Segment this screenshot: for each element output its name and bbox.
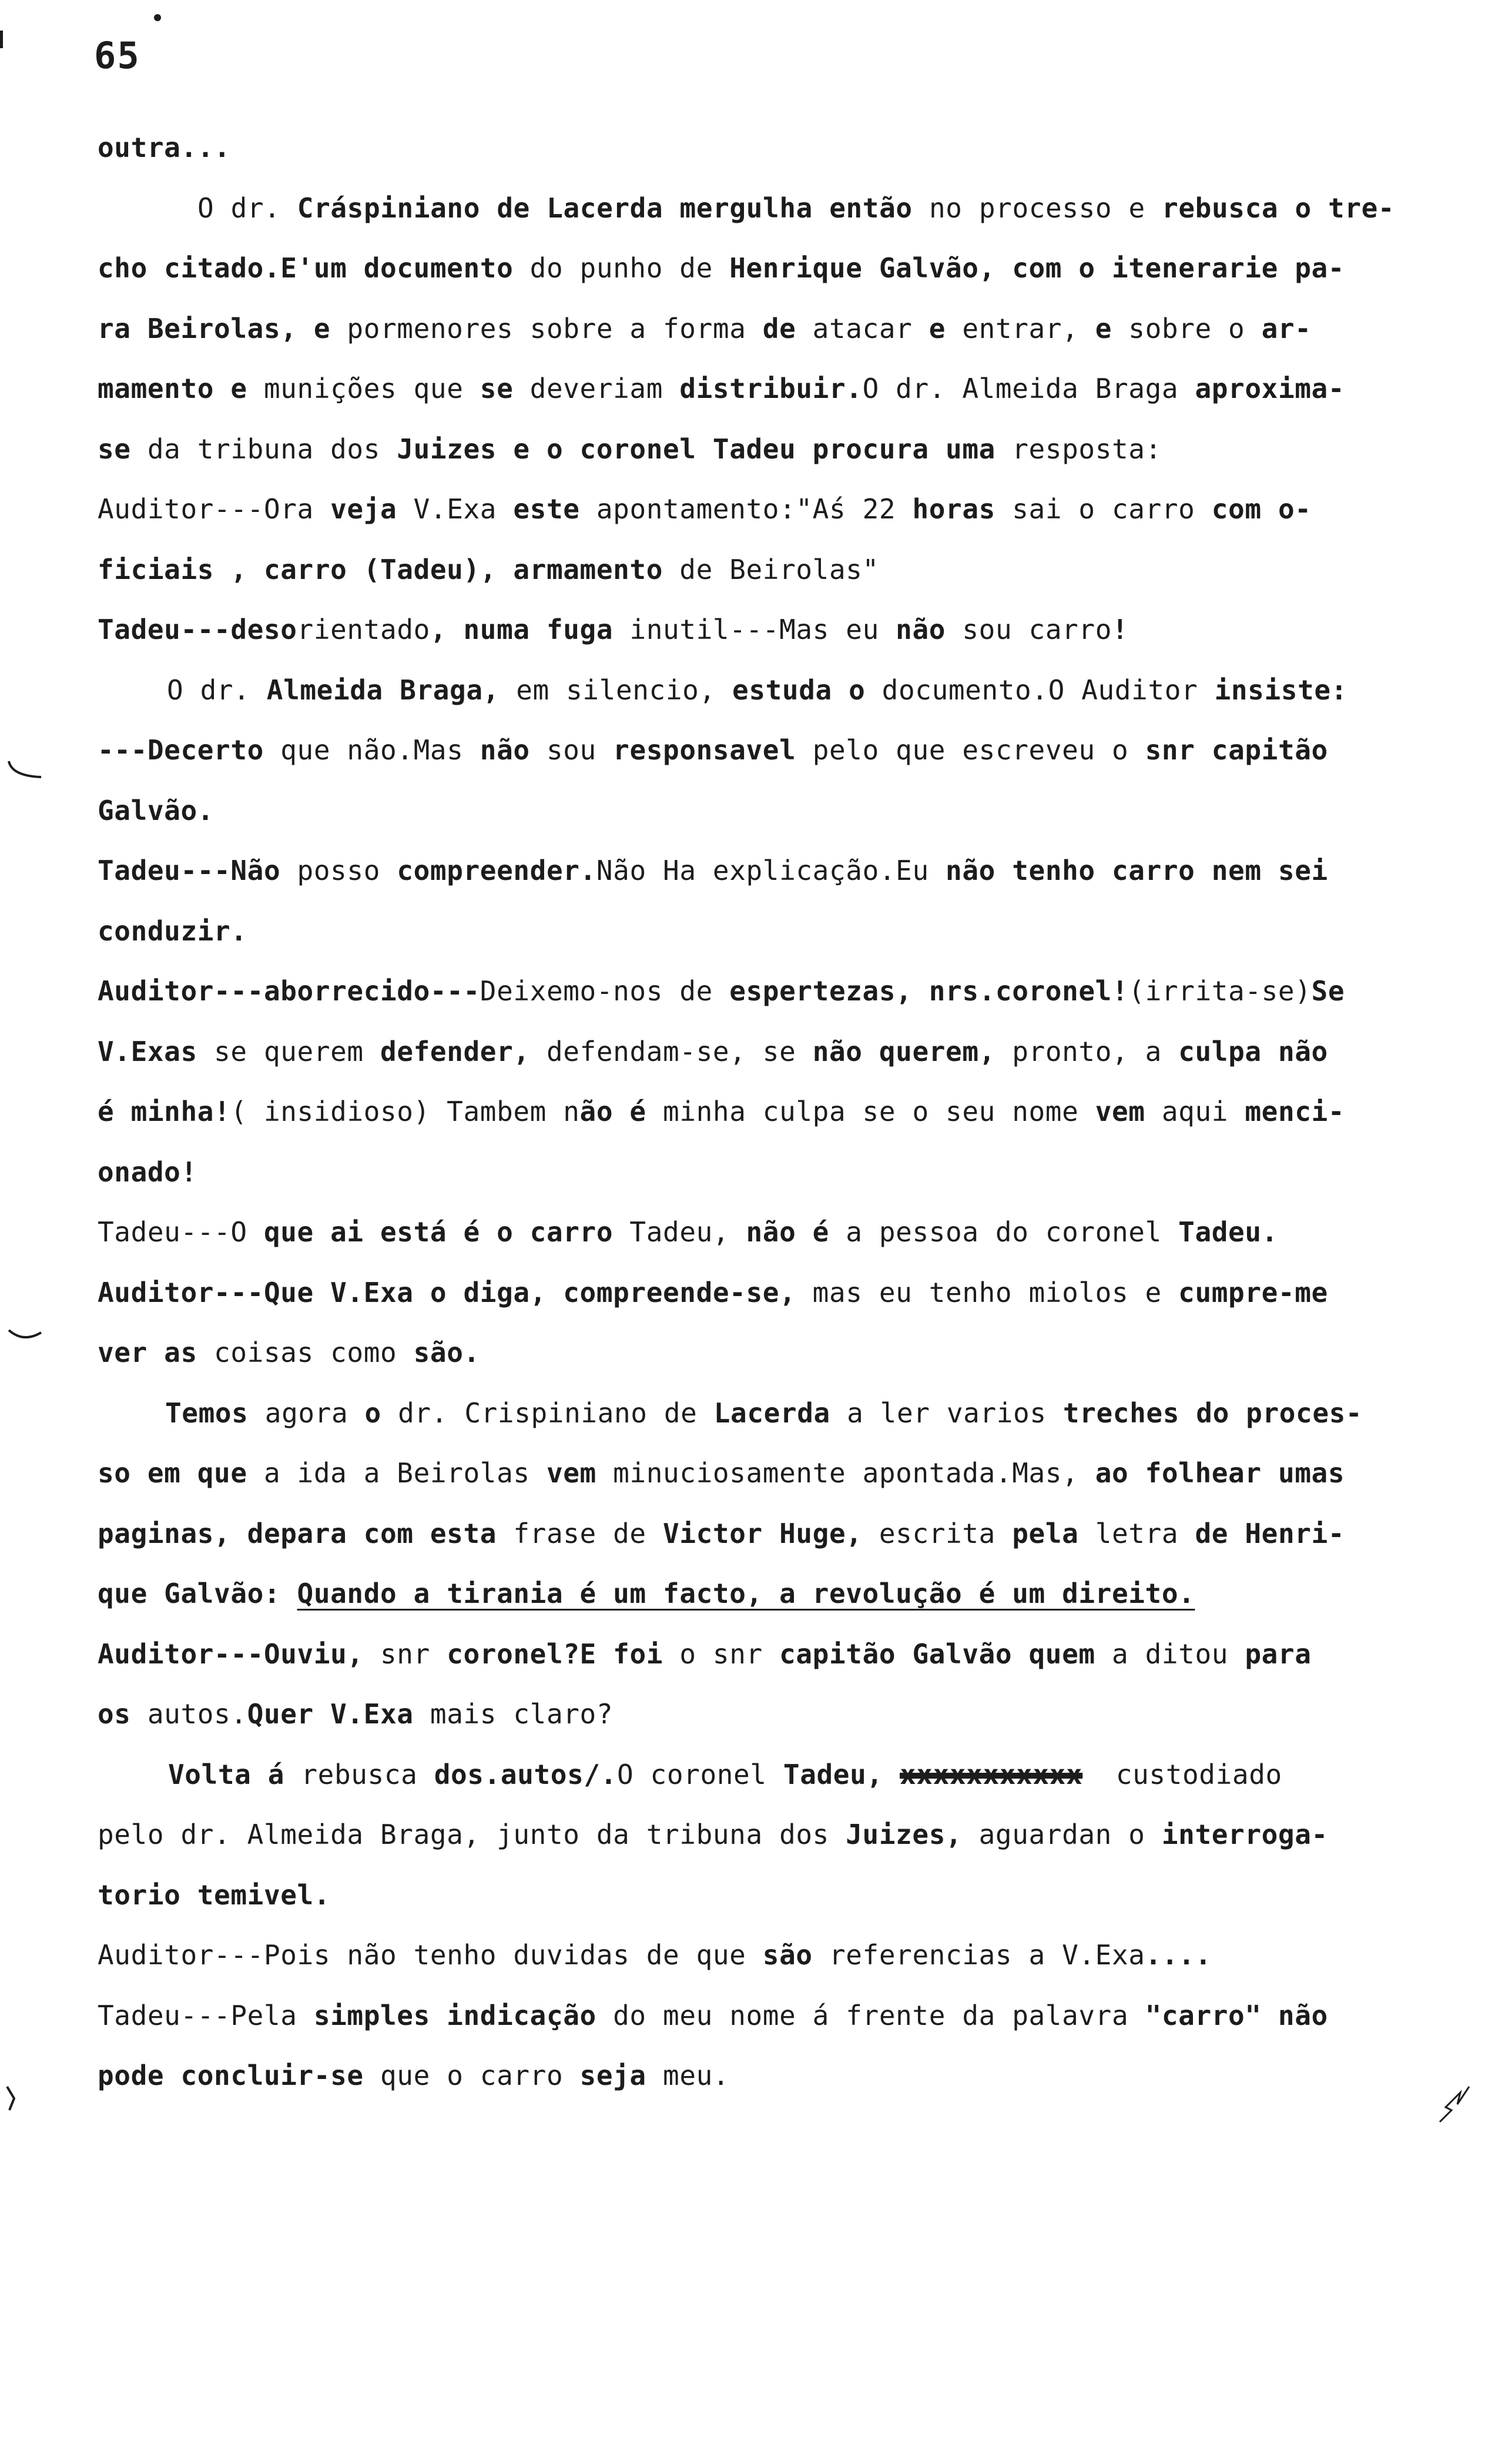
text-segment: onado! (98, 1156, 197, 1188)
text-line (98, 1986, 1437, 2046)
text-segment: Tadeu---O (98, 1216, 264, 1248)
text-line (98, 1504, 1437, 1564)
text-segment: não (896, 614, 946, 645)
text-segment: a ler varios (830, 1397, 1063, 1429)
text-line (98, 1805, 1437, 1865)
text-line (98, 1082, 1437, 1142)
text-line (98, 1022, 1437, 1082)
text-segment: pormenores sobre a forma (330, 312, 763, 344)
text-segment: se (480, 373, 514, 404)
text-segment: Tadeu---Não (98, 855, 281, 886)
text-segment: frase de (497, 1517, 663, 1549)
text-segment: V.Exas (98, 1035, 197, 1067)
text-segment: vem (1095, 1096, 1145, 1127)
text-segment: documento.O Auditor (865, 674, 1215, 706)
text-segment: snr capitão (1145, 734, 1328, 766)
text-segment: mais claro? (413, 1698, 614, 1730)
text-segment: , numa fuga (430, 614, 614, 645)
text-segment: Auditor---Ouviu, (98, 1638, 364, 1670)
text-segment: e (1095, 312, 1112, 344)
text-segment: sai o carro (995, 493, 1212, 525)
text-segment: referencias a V.Exa (812, 1939, 1145, 1971)
text-segment: que Galvão: (98, 1578, 297, 1609)
text-segment: O coronel (616, 1758, 783, 1790)
text-segment: se querem (197, 1035, 381, 1067)
text-segment: cho citado.E'um documento (98, 252, 514, 284)
text-line (98, 178, 1437, 239)
text-segment: seja (579, 2060, 646, 2091)
text-segment: aqui (1145, 1096, 1245, 1127)
text-segment: snr (363, 1638, 447, 1670)
text-line (98, 1564, 1437, 1624)
text-segment: Tadeu. (1178, 1216, 1278, 1248)
text-segment: rebusca (284, 1758, 434, 1790)
text-segment: no processo e (912, 192, 1162, 224)
text-segment (883, 1759, 900, 1790)
text-segment: atacar (796, 312, 929, 344)
text-segment: distribuir. (679, 373, 863, 404)
margin-tick (0, 31, 3, 48)
text-segment: estuda o (732, 674, 866, 706)
text-segment: horas (912, 493, 995, 525)
text-segment: minuciosamente apontada.Mas, (596, 1457, 1095, 1489)
text-segment: são (762, 1939, 813, 1971)
ink-dot (154, 14, 161, 21)
text-segment: apontamento:"Aś 22 (579, 493, 913, 525)
text-segment: compreender. (397, 855, 596, 886)
text-segment: mamento e (98, 373, 247, 404)
text-line (98, 479, 1437, 540)
text-line (98, 1925, 1437, 1986)
text-line (98, 419, 1437, 480)
text-segment: agora (248, 1397, 365, 1429)
text-segment: dos.autos/. (434, 1758, 617, 1790)
text-segment: Quer V.Exa (247, 1698, 414, 1730)
text-segment: menci- (1245, 1096, 1345, 1127)
text-line (98, 1263, 1437, 1323)
text-line (98, 1202, 1437, 1263)
text-segment: Tadeu---Pela (98, 1999, 314, 2031)
text-segment: meu. (646, 2060, 730, 2091)
text-segment: ver as (98, 1337, 197, 1368)
text-segment: de Henri- (1195, 1517, 1345, 1549)
text-segment: pelo dr. Almeida Braga, junto da tribuna dos (98, 1819, 846, 1850)
text-line (98, 781, 1437, 841)
text-segment: espertezas, nrs.coronel! (729, 975, 1129, 1007)
text-line (98, 660, 1437, 721)
text-segment: ar- (1261, 312, 1312, 344)
text-line (98, 600, 1437, 660)
text-segment: O dr. Almeida Braga (862, 373, 1195, 404)
text-line (98, 1684, 1437, 1745)
text-line (98, 1383, 1437, 1444)
text-line (98, 720, 1437, 781)
text-line (98, 1142, 1437, 1203)
text-segment: e (928, 312, 946, 344)
text-segment: Volta á (168, 1758, 285, 1790)
text-segment: V.Exa (397, 493, 514, 525)
text-segment: ---Decerto (98, 734, 264, 766)
text-segment: coronel?E foi (447, 1638, 663, 1670)
text-segment: resposta: (995, 433, 1162, 465)
text-segment: a ida a Beirolas (247, 1457, 547, 1489)
text-line (98, 901, 1437, 962)
text-segment: so em que (98, 1457, 247, 1489)
text-segment: defender, (380, 1035, 530, 1067)
text-line (98, 841, 1437, 901)
text-segment: deveriam (513, 373, 680, 404)
text-segment: entrar, (946, 312, 1095, 344)
text-segment: letra (1078, 1517, 1195, 1549)
text-segment: Galvão. (98, 794, 214, 826)
text-segment: pelo que escreveu o (796, 734, 1145, 766)
text-segment: de Beirolas" (663, 553, 879, 585)
text-segment: torio temivel. (98, 1879, 331, 1911)
text-segment: pronto, a (995, 1035, 1179, 1067)
text-segment: rientado (297, 614, 430, 645)
text-segment: Auditor---aborrecido--- (98, 975, 480, 1007)
text-segment: Temos (165, 1397, 249, 1429)
text-segment: Tadeu---deso (98, 614, 297, 645)
text-segment: culpa não (1178, 1035, 1328, 1067)
text-segment: mas eu tenho miolos e (796, 1276, 1179, 1308)
text-segment: Auditor---Ora (98, 493, 331, 525)
page-number: 65 (94, 34, 140, 77)
text-segment: Se (1311, 975, 1345, 1007)
text-segment: pode concluir-se (98, 2060, 364, 2091)
text-segment: insiste: (1214, 674, 1347, 706)
text-segment: Juizes e o coronel Tadeu procura uma (397, 433, 995, 465)
text-segment: da tribuna dos (130, 433, 397, 465)
text-segment: que não.Mas (263, 734, 480, 766)
typewritten-text (98, 118, 1437, 2106)
text-segment: treches do proces- (1062, 1397, 1363, 1429)
text-segment: cumpre-me (1178, 1276, 1328, 1308)
text-segment: com o- (1211, 493, 1312, 525)
text-segment: ão é (579, 1096, 646, 1127)
text-segment: ao folhear umas (1095, 1457, 1345, 1489)
text-segment: são. (413, 1337, 480, 1368)
text-segment: simples indicação (313, 1999, 596, 2031)
text-segment: a pessoa do coronel (829, 1216, 1179, 1248)
text-segment: inutil---Mas eu (613, 614, 896, 645)
text-segment: minha culpa se o seu nome (646, 1096, 1095, 1127)
text-segment: .... (1145, 1939, 1212, 1971)
text-segment: conduzir. (98, 915, 247, 947)
text-line (98, 359, 1437, 419)
text-segment: sou (529, 734, 614, 766)
text-segment: Deixemo-nos de (480, 975, 730, 1007)
text-segment: não (480, 734, 530, 766)
text-segment: Victor Huge, (663, 1517, 863, 1549)
text-segment: se (98, 433, 131, 465)
text-segment: autos. (130, 1698, 247, 1730)
text-line (98, 961, 1437, 1022)
text-segment: interroga- (1161, 1819, 1328, 1850)
text-line (98, 1624, 1437, 1685)
margin-scribble (2, 2081, 49, 2134)
text-segment: não tenho carro nem sei (946, 855, 1328, 886)
text-segment: escrita (862, 1517, 1013, 1549)
text-segment: ficiais , carro (Tadeu), armamento (98, 553, 663, 585)
text-segment: Juizes, (846, 1819, 963, 1850)
margin-bracket-mark (6, 758, 47, 782)
text-segment: sobre o (1111, 312, 1262, 344)
text-segment: para (1245, 1638, 1312, 1670)
text-segment: "carro" não (1145, 1999, 1328, 2031)
text-segment: não é (746, 1216, 829, 1248)
margin-scribble (1434, 2081, 1481, 2134)
text-line (98, 2045, 1437, 2106)
text-segment: dr. Crispiniano de (381, 1397, 714, 1429)
text-line (98, 238, 1437, 299)
text-segment: Cráspiniano de Lacerda mergulha então (297, 192, 913, 224)
text-segment: O dr. (167, 674, 267, 706)
text-segment: custodiado (1082, 1758, 1282, 1790)
text-segment: o snr (663, 1638, 780, 1670)
text-segment: outra... (98, 132, 231, 163)
text-segment: é minha! (98, 1096, 231, 1127)
text-segment: do punho de (513, 252, 730, 284)
text-segment: capitão Galvão quem (779, 1638, 1095, 1670)
text-segment: não querem, (812, 1035, 995, 1067)
margin-bracket-mark (6, 1325, 47, 1349)
text-segment: responsavel (613, 734, 796, 766)
text-segment: este (513, 493, 580, 525)
text-segment: (irrita-se) (1128, 975, 1312, 1007)
text-segment: Quando a tirania é um facto, a revolução é um direito. (297, 1578, 1195, 1609)
text-segment: vem (546, 1457, 596, 1489)
text-segment: xxxxxxxxxxx (900, 1758, 1083, 1790)
text-line (98, 1745, 1437, 1805)
text-segment: Auditor---Que V.Exa o diga, compreende-se, (98, 1276, 796, 1308)
text-segment: que ai está é o carro (263, 1216, 614, 1248)
text-segment: sou carro (946, 614, 1112, 645)
text-segment: o (364, 1397, 381, 1429)
text-segment: a ditou (1095, 1638, 1245, 1670)
text-segment: Não Ha explicação.Eu (596, 855, 946, 886)
text-segment: pela (1012, 1517, 1079, 1549)
text-segment: Lacerda (713, 1397, 830, 1429)
text-segment: Almeida Braga, (266, 674, 500, 706)
text-segment: paginas, depara com esta (98, 1517, 497, 1549)
text-segment: aproxima- (1195, 373, 1345, 404)
text-line (98, 299, 1437, 359)
text-segment: rebusca o tre- (1162, 192, 1395, 224)
text-segment: Henrique Galvão, com o itenerarie pa- (729, 252, 1345, 284)
text-segment: aguardan o (962, 1819, 1162, 1850)
text-segment: posso (280, 855, 397, 886)
text-segment: coisas como (197, 1337, 414, 1368)
text-segment: veja (330, 493, 397, 525)
text-line (98, 118, 1437, 178)
text-segment: defendam-se, se (529, 1035, 813, 1067)
text-segment: de (762, 312, 796, 344)
text-segment: que o carro (363, 2060, 580, 2091)
text-segment: ra Beirolas, e (98, 312, 331, 344)
text-segment: Tadeu, (783, 1758, 883, 1790)
text-segment: em silencio, (499, 674, 733, 706)
text-segment: munições que (247, 373, 480, 404)
text-segment: Auditor---Pois não tenho duvidas de que (98, 1939, 763, 1971)
text-segment: O dr. (197, 192, 297, 224)
text-line (98, 1443, 1437, 1504)
text-segment: os (98, 1698, 131, 1730)
text-line (98, 1865, 1437, 1926)
text-segment: ( insidioso) Tambem n (230, 1096, 580, 1127)
text-line (98, 540, 1437, 600)
text-segment: Tadeu, (613, 1216, 746, 1248)
text-segment: do meu nome á frente da palavra (596, 1999, 1145, 2031)
text-segment: ! (1112, 614, 1129, 645)
text-line (98, 1323, 1437, 1383)
